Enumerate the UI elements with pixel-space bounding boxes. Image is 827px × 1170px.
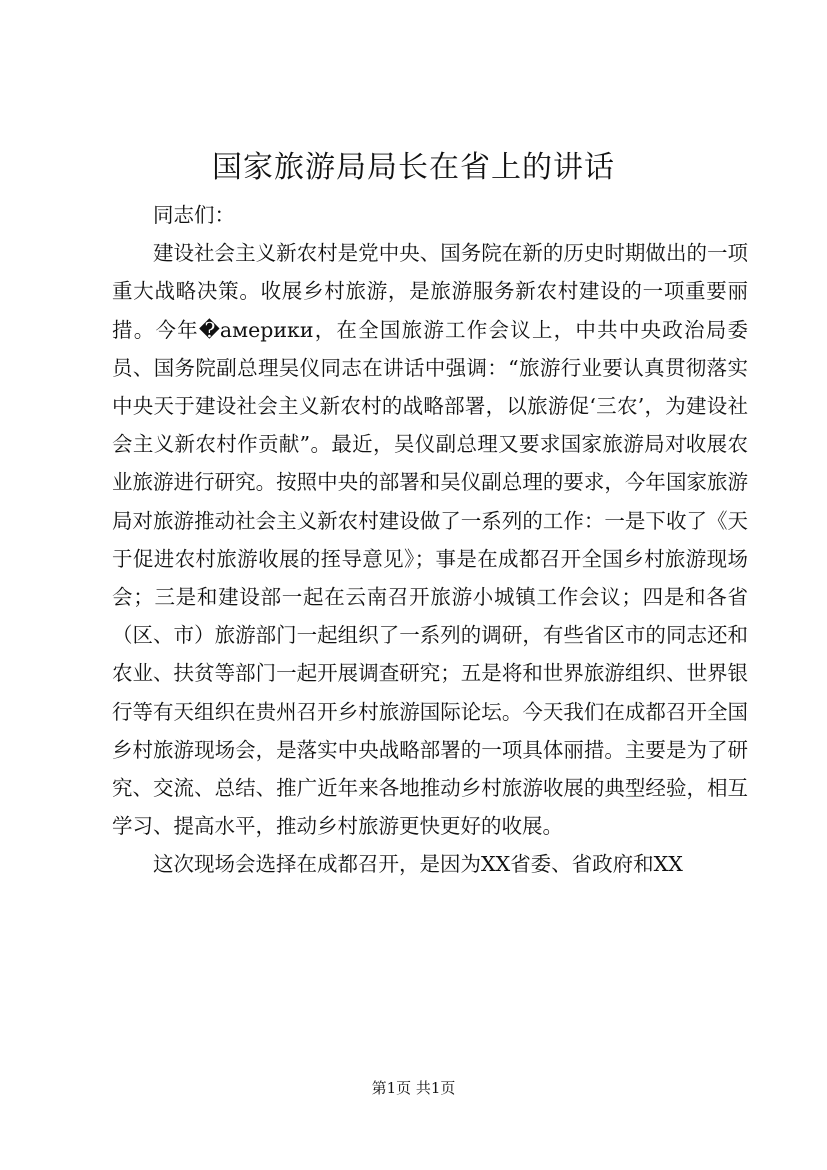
document-title: 国家旅游局局长在省上的讲话 <box>212 150 615 185</box>
paragraph-1: 建设社会主义新农村是党中央、国务院在新的历史时期做出的一项重大战略决策。收展乡村旅游，是旅游服务新农村建设的一项重要丽措。今年�америки，在全国旅游工作会议上，中共中央政治局委员、国务院副总理吴仪同志在讲话中强调：“旅游行业要认真贯彻落实中央天于建设社会主义新农村的战略部署，以旅游促‘三农’，为建设社会主义新农村作贡献”。最近，吴仪副总理又要求国家旅游局对收展农业旅游进行研究。按照中央的部署和吴仪副总理的要求，今年国家旅游局对旅游推动社会主义新农村建设做了一系列的工作：一是下收了《天于促进农村旅游收展的挃导意见》；事是在成都召开全国乡村旅游现场会；三是和建设部一起在云南召开旅游小城镇工作会议；四是和各省（区、市）旅游部门一起组织了一系列的调研，有些省区市的同志还和农业、扶贫等部门一起开展调查研究；五是将和世界旅游组织、世界银行等有天组织在贵州召开乡村旅游国际论坛。今天我们在成都召开全国乡村旅游现场会，是落实中央战略部署的一项具体丽措。主要是为了研究、交流、总结、推广近年来各地推动乡村旅游收展的典型经验，相互学习、提高水平，推动乡村旅游更快更好的收展。 <box>112 241 748 839</box>
document-body <box>112 196 748 884</box>
salutation: 同志们： <box>153 203 235 227</box>
paragraph-2: 这次现场会选择在成都召开，是因为XX省委、省政府和XX <box>153 852 683 877</box>
page-footer: 第1页 共1页 <box>371 1079 456 1097</box>
